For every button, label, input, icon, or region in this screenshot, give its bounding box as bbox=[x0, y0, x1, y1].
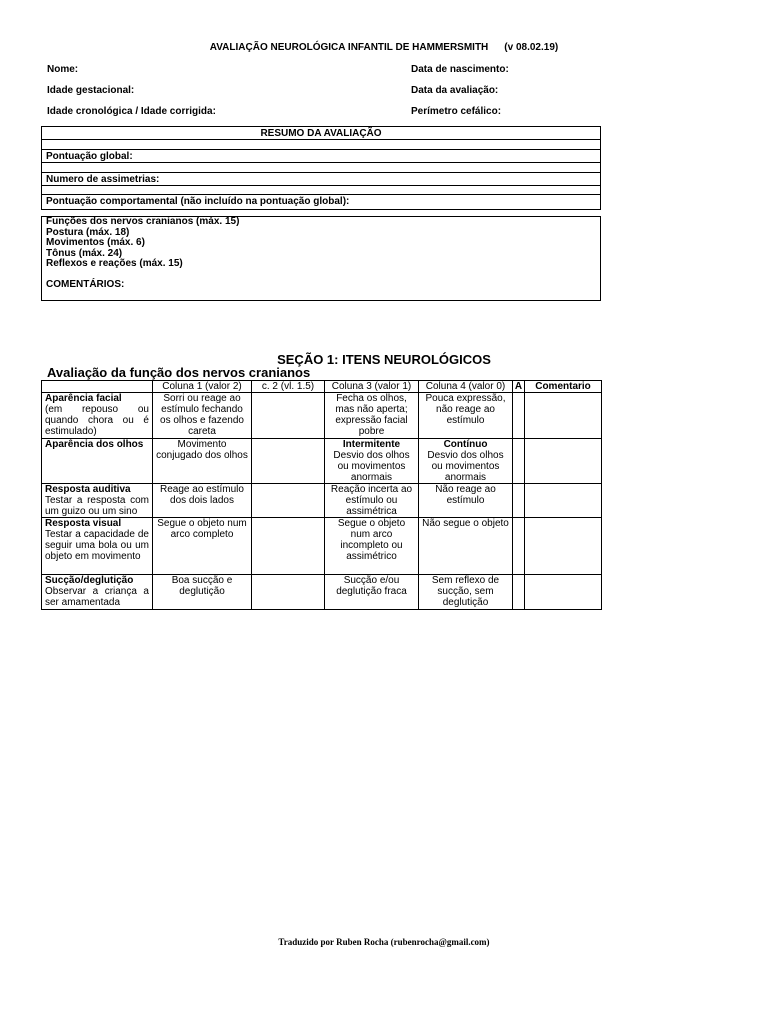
column1-cell: Reage ao estímulo dos dois lados bbox=[153, 484, 252, 518]
comment-cell[interactable] bbox=[525, 439, 602, 484]
section-title: SEÇÃO 1: ITENS NEUROLÓGICOS bbox=[277, 352, 491, 367]
cell-text: Sucção e/ou deglutição fraca bbox=[336, 575, 407, 597]
section-subtitle: Avaliação da função dos nervos cranianos bbox=[47, 365, 311, 380]
column1-cell: Sorri ou reage ao estímulo fechando os olhos e fazendo careta bbox=[153, 393, 252, 439]
evaluation-date-field: Data da avaliação: bbox=[411, 85, 499, 96]
header-cell: Coluna 4 (valor 0) bbox=[419, 381, 513, 393]
max-score-item: Reflexos e reações (máx. 15) bbox=[46, 258, 183, 269]
row-title: Aparência dos olhos bbox=[45, 439, 144, 450]
column1-cell: Boa sucção e deglutição bbox=[153, 575, 252, 610]
row-header-cell bbox=[42, 575, 153, 610]
column3-cell bbox=[325, 393, 419, 439]
spacer bbox=[46, 270, 596, 280]
row-title: Aparência facial bbox=[45, 393, 122, 404]
column4-cell bbox=[419, 575, 513, 610]
column3-cell bbox=[325, 575, 419, 610]
table-row bbox=[42, 518, 602, 575]
column4-cell bbox=[419, 484, 513, 518]
table-header-row bbox=[42, 381, 602, 393]
version-label: (v 08.02.19) bbox=[504, 42, 559, 53]
row-description: Testar a resposta com um guizo ou um sino bbox=[45, 495, 149, 517]
row-header-cell bbox=[42, 518, 153, 575]
comments-label: COMENTÁRIOS: bbox=[46, 278, 125, 290]
head-circumference-field: Perímetro cefálico: bbox=[411, 106, 502, 117]
column1-cell: Movimento conjugado dos olhos bbox=[153, 439, 252, 484]
header-cell: Coluna 3 (valor 1) bbox=[325, 381, 419, 393]
asymmetries-label: Numero de assimetrias: bbox=[42, 173, 600, 186]
column3-cell bbox=[325, 439, 419, 484]
header-cell bbox=[42, 381, 153, 393]
footer-credit: Traduzido por Ruben Rocha (rubenrocha@gmail.com) bbox=[278, 937, 490, 947]
row-header-cell bbox=[42, 393, 153, 439]
summary-title: RESUMO DA AVALIAÇÃO bbox=[42, 127, 600, 140]
cell-text: Reação incerta ao estímulo ou assimétrica bbox=[330, 484, 413, 517]
birth-date-field: Data de nascimento: bbox=[411, 64, 509, 75]
summary-spacer bbox=[42, 163, 600, 173]
document-title bbox=[0, 42, 768, 53]
row-description: (em repouso ou quando chora ou é estimulado) bbox=[45, 404, 149, 437]
comment-cell[interactable] bbox=[525, 393, 602, 439]
summary-box bbox=[41, 126, 601, 210]
asymmetry-cell[interactable] bbox=[513, 439, 525, 484]
summary-spacer bbox=[42, 186, 600, 195]
max-score-item: Tônus (máx. 24) bbox=[46, 247, 123, 259]
max-score-item: Movimentos (máx. 6) bbox=[46, 237, 145, 248]
cell-title: Intermitente bbox=[342, 439, 401, 450]
header-cell: Coluna 1 (valor 2) bbox=[153, 381, 252, 393]
column2-cell[interactable] bbox=[252, 575, 325, 610]
header-cell: Comentario bbox=[525, 381, 602, 393]
cell-text: Fecha os olhos, mas não aperta; expressão facial pobre bbox=[335, 393, 408, 437]
table-row bbox=[42, 484, 602, 518]
asymmetry-cell[interactable] bbox=[513, 575, 525, 610]
behavioral-score-label: Pontuação comportamental (não incluído na pontuação global): bbox=[46, 196, 350, 207]
max-score-item: Funções dos nervos cranianos (máx. 15) bbox=[46, 216, 240, 227]
row-header-cell bbox=[42, 484, 153, 518]
comment-cell[interactable] bbox=[525, 484, 602, 518]
comment-cell[interactable] bbox=[525, 518, 602, 575]
header-cell: A bbox=[513, 381, 525, 393]
max-score-item: Postura (máx. 18) bbox=[46, 226, 130, 238]
cell-text: Não reage ao estímulo bbox=[435, 484, 496, 506]
row-description: Observar a criança a ser amamentada bbox=[45, 586, 149, 608]
global-score-label: Pontuação global: bbox=[42, 150, 600, 163]
cell-title: Contínuo bbox=[443, 439, 488, 450]
column2-cell[interactable] bbox=[252, 439, 325, 484]
row-title: Resposta visual bbox=[45, 518, 122, 529]
header-cell: c. 2 (vl. 1.5) bbox=[252, 381, 325, 393]
table-row bbox=[42, 575, 602, 610]
column2-cell[interactable] bbox=[252, 518, 325, 575]
row-title: Sucção/deglutição bbox=[45, 575, 134, 586]
column3-cell bbox=[325, 484, 419, 518]
table-row bbox=[42, 393, 602, 439]
row-header-cell bbox=[42, 439, 153, 484]
cranial-nerves-table bbox=[41, 380, 602, 610]
column4-cell bbox=[419, 439, 513, 484]
asymmetry-cell[interactable] bbox=[513, 518, 525, 575]
cell-text: Não segue o objeto bbox=[422, 518, 509, 529]
column1-cell: Segue o objeto num arco completo bbox=[153, 518, 252, 575]
table-row bbox=[42, 439, 602, 484]
cell-text: Sem reflexo de sucção, sem deglutição bbox=[431, 575, 500, 608]
cell-text: Segue o objeto num arco incompleto ou assimétrico bbox=[337, 518, 406, 562]
name-field: Nome: bbox=[47, 64, 79, 75]
column2-cell[interactable] bbox=[252, 393, 325, 439]
cell-text: Desvio dos olhos ou movimentos anormais bbox=[333, 450, 410, 483]
asymmetry-cell[interactable] bbox=[513, 393, 525, 439]
comment-cell[interactable] bbox=[525, 575, 602, 610]
gestational-age-field: Idade gestacional: bbox=[47, 85, 135, 96]
max-scores-box bbox=[41, 216, 601, 301]
row-description: Testar a capacidade de seguir uma bola ou um objeto em movimento bbox=[45, 529, 149, 562]
column2-cell[interactable] bbox=[252, 484, 325, 518]
title-text: AVALIAÇÃO NEUROLÓGICA INFANTIL DE HAMMERSMITH bbox=[209, 42, 489, 53]
column4-cell bbox=[419, 393, 513, 439]
column4-cell bbox=[419, 518, 513, 575]
row-title: Resposta auditiva bbox=[45, 484, 131, 495]
column3-cell bbox=[325, 518, 419, 575]
summary-spacer bbox=[42, 140, 600, 150]
asymmetry-cell[interactable] bbox=[513, 484, 525, 518]
cell-text: Pouca expressão, não reage ao estímulo bbox=[425, 393, 506, 426]
cell-text: Desvio dos olhos ou movimentos anormais bbox=[427, 450, 504, 483]
chronological-age-field: Idade cronológica / Idade corrigida: bbox=[47, 106, 216, 117]
